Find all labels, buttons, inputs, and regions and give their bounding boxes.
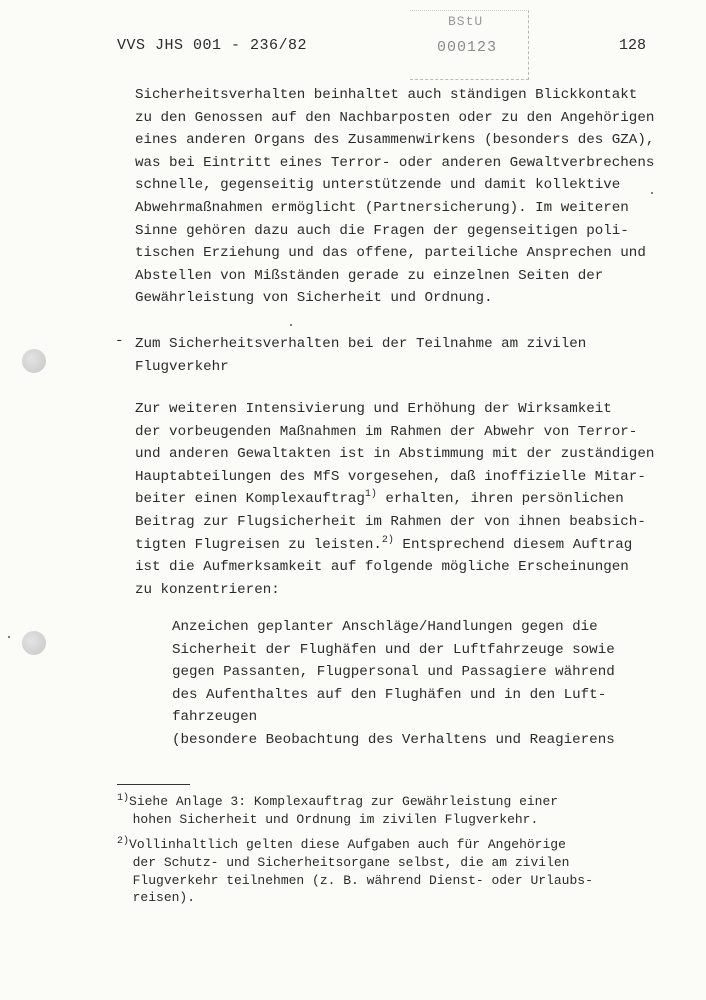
document-reference: VVS JHS 001 - 236/82 <box>117 37 308 54</box>
text-line: fahrzeugen <box>172 709 258 726</box>
text-line: Anzeichen geplanter Anschläge/Handlungen gegen die <box>172 619 598 635</box>
text-line: gegen Passanten, Flugpersonal und Passagiere während <box>172 664 615 681</box>
scan-speck <box>290 324 292 326</box>
text-line: eines anderen Organs des Zusammenwirkens (besonders des GZA), <box>135 132 655 149</box>
footnote-2 <box>117 836 593 907</box>
text-line: Sinne gehören dazu auch die Fragen der gegenseitigen poli- <box>135 222 629 239</box>
list-dash: - <box>115 333 124 349</box>
scan-speck <box>651 192 653 194</box>
text-line <box>135 534 654 557</box>
footnote-line <box>117 872 593 890</box>
text-segment: beiter einen Komplexauftrag <box>135 491 365 508</box>
footnote-marker: 1) <box>117 793 130 804</box>
text-line <box>135 488 654 511</box>
text-line: Sicherheit der Flughäfen und der Luftfahrzeuge sowie <box>172 641 615 658</box>
paragraph-flight-security <box>135 398 654 601</box>
heading-line: Zum Sicherheitsverhalten bei der Teilnahme am zivilen <box>135 336 587 352</box>
text-line: zu den Genossen auf den Nachbarposten oder zu den Angehörigen <box>135 109 655 126</box>
text-line: und anderen Gewaltakten ist in Abstimmung mit der zuständigen <box>135 446 655 463</box>
text-segment: tigten Flugreisen zu leisten. <box>135 536 382 553</box>
footnote-ref-2: 2) <box>381 534 394 546</box>
text-line: Abwehrmaßnahmen ermöglicht (Partnersicherung). Im weiteren <box>135 199 629 216</box>
punch-hole <box>22 631 46 655</box>
heading-line: Flugverkehr <box>135 358 229 375</box>
text-line: der vorbeugenden Maßnahmen im Rahmen der Abwehr von Terror- <box>135 423 638 440</box>
text-line: Hauptabteilungen des MfS vorgesehen, daß inoffizielle Mitar- <box>135 468 646 485</box>
text-line: was bei Eintritt eines Terror- oder anderen Gewaltverbrechens <box>135 154 655 171</box>
page-number: 128 <box>619 37 647 54</box>
paragraph-indicators <box>172 616 615 752</box>
text-line: Abstellen von Mißständen gerade zu einzelnen Seiten der <box>135 267 604 284</box>
text-line: tischen Erziehung und das offene, parteiliche Ansprechen und <box>135 245 646 262</box>
text-line: zu konzentrieren: <box>135 581 280 598</box>
footnote-line <box>117 793 558 811</box>
paragraph-security-behavior <box>135 84 654 310</box>
text-line: Beitrag zur Flugsicherheit im Rahmen der von ihnen beabsich- <box>135 513 646 530</box>
footnote-text: Vollinhaltlich gelten diese Aufgaben auch für Angehörige <box>129 837 566 852</box>
footnote-line <box>117 811 558 829</box>
text-line: Gewährleistung von Sicherheit und Ordnung. <box>135 290 493 307</box>
footnote-line <box>117 889 593 907</box>
footnote-divider <box>117 784 190 785</box>
footnote-text: reisen). <box>132 890 196 906</box>
footnote-1 <box>117 793 558 829</box>
footnote-text: der Schutz- und Sicherheitsorgane selbst, die am zivilen <box>132 854 570 870</box>
footnote-line <box>117 836 593 854</box>
archive-stamp-label: BStU <box>448 14 484 29</box>
footnote-marker: 2) <box>117 836 130 847</box>
footnote-ref-1: 1) <box>364 489 377 501</box>
footnote-line <box>117 854 593 872</box>
text-line: Sicherheitsverhalten beinhaltet auch ständigen Blickkontakt <box>135 87 638 103</box>
text-line: ist die Aufmerksamkeit auf folgende mögliche Erscheinungen <box>135 559 629 576</box>
footnote-text: Siehe Anlage 3: Komplexauftrag zur Gewährleistung einer <box>129 794 559 809</box>
text-segment: erhalten, ihren persönlichen <box>376 491 624 508</box>
punch-hole <box>22 349 46 373</box>
scan-speck <box>8 636 10 638</box>
footnote-text: Flugverkehr teilnehmen (z. B. während Dienst- oder Urlaubs- <box>132 872 593 888</box>
text-line: Zur weiteren Intensivierung und Erhöhung der Wirksamkeit <box>135 401 612 417</box>
text-line: des Aufenthaltes auf den Flughäfen und in den Luft- <box>172 686 607 703</box>
archive-stamp-number: 000123 <box>437 39 498 56</box>
footnote-text: hohen Sicherheit und Ordnung im zivilen Flugverkehr. <box>132 811 539 827</box>
text-segment: Entsprechend diesem Auftrag <box>393 536 633 553</box>
section-heading <box>135 333 586 378</box>
text-line: (besondere Beobachtung des Verhaltens und Reagierens <box>172 731 615 748</box>
text-line: schnelle, gegenseitig unterstützende und damit kollektive <box>135 177 621 194</box>
